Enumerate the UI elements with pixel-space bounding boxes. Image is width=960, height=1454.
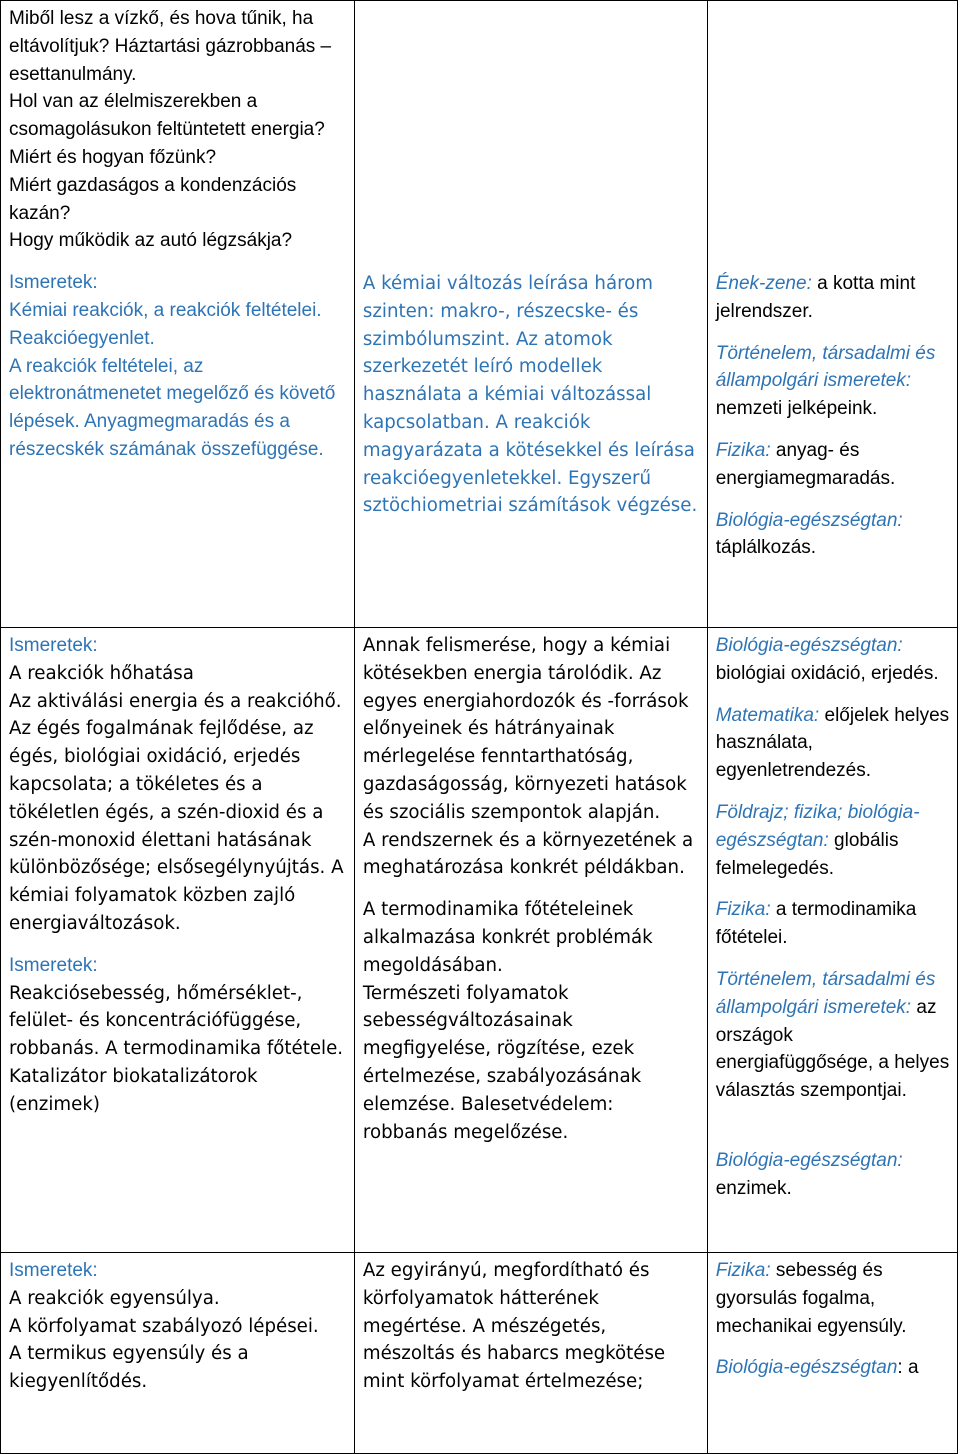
question-1: Miből lesz a vízkő, és hova tűnik, ha eltávolítjuk? Háztartási gázrobbanás – esettanulmány. — [9, 8, 332, 85]
development-text: Természeti folyamatok sebességváltozásainak megfigyelése, rögzítése, ezek értelmezése, szabályozásának elemzése. Balesetvédelem: robbanás megelőzése. — [362, 982, 642, 1143]
connections-cell — [707, 1253, 957, 1454]
connection-item: Történelem, társadalmi és állampolgári ismeretek: nemzeti jelképeink. — [715, 342, 936, 420]
development-cell — [354, 628, 707, 1253]
knowledge-line: A reakciók hőhatása — [9, 662, 194, 684]
question-2: Hol van az élelmiszerekben a csomagolásukon feltüntetett energia? Miért és hogyan főzünk? — [9, 91, 325, 168]
development-text: A kémiai változás leírása három szinten: makro-, részecske- és szimbólumszint. Az atomok szerkezetét leíró modellek használata a kémiai változással kapcsolatban. A reakciók magyarázata a kötésekkel és leírása reakcióegyenletekkel. Egyszerű sztöchiometriai számítások végzése. — [362, 273, 698, 517]
question-4: Hogy működik az autó légzsákja? — [9, 230, 293, 252]
development-cell — [354, 1253, 707, 1454]
connection-item: Fizika: a termodinamika főtételei. — [715, 899, 917, 949]
connection-item: Ének-zene: a kotta mint jelrendszer. — [715, 273, 916, 322]
connection-item: Földrajz; fizika; biológia-egészségtan: globális felmelegedés. — [715, 801, 920, 879]
knowledge-label: Ismeretek: — [9, 272, 98, 294]
topic-cell — [1, 1, 355, 628]
development-text: Annak felismerése, hogy a kémiai kötésekben energia tárolódik. Az egyes energiahordozók és -források előnyeinek és hátrányainak mérlegelése fenntarthatóság, gazdaságosság, környezeti hatások és szociális szempontok alapján. — [362, 635, 689, 823]
connection-item: Biológia-egészségtan: a — [715, 1357, 919, 1379]
knowledge-paragraph: Reakciósebesség, hőmérséklet-, felület- és koncentrációfüggése, robbanás. A termodinamika főtétele. Katalizátor biokatalizátorok (enzimek) — [9, 982, 344, 1115]
connection-item: Biológia-egészségtan: táplálkozás. — [715, 509, 903, 559]
knowledge-label: Ismeretek: — [9, 635, 98, 656]
connection-item: Fizika: sebesség és gyorsulás fogalma, mechanikai egyensúly. — [715, 1260, 907, 1337]
connections-cell — [707, 1, 957, 628]
question-3: Miért gazdaságos a kondenzációs kazán? — [9, 174, 297, 224]
connections-cell — [707, 628, 957, 1253]
knowledge-text-2: A reakciók feltételei, az elektronátmenetet megelőző és követő lépések. Anyagmegmaradás és a részecskék számának összefüggése. — [9, 355, 336, 460]
development-text: Az egyirányú, megfordítható és körfolyamatok hátterének megértése. A mészégetés, mészoltás és habarcs megkötése mint körfolyamat értelmezése; — [362, 1260, 666, 1393]
topic-cell — [1, 1253, 355, 1454]
table-row — [1, 628, 958, 1253]
knowledge-line: A termikus egyensúly és a kiegyenlítődés. — [9, 1343, 249, 1393]
knowledge-line: A reakciók egyensúlya. — [9, 1287, 220, 1309]
connection-item: Matematika: előjelek helyes használata, egyenletrendezés. — [715, 704, 950, 782]
knowledge-line: Az aktiválási energia és a reakcióhő. — [9, 690, 342, 712]
connection-item: Történelem, társadalmi és állampolgári ismeretek: az országok energiafüggősége, a helyes választás szempontjai. — [715, 968, 950, 1102]
knowledge-text: Kémiai reakciók, a reakciók feltételei. Reakcióegyenlet. — [9, 299, 322, 349]
topic-cell — [1, 628, 355, 1253]
table-row — [1, 1253, 958, 1454]
connection-item: Biológia-egészségtan: enzimek. — [715, 1149, 903, 1199]
development-cell — [354, 1, 707, 628]
knowledge-line: A körfolyamat szabályozó lépései. — [9, 1315, 319, 1337]
development-text: A rendszernek és a környezetének a meghatározása konkrét példákban. — [362, 829, 694, 879]
connection-item: Fizika: anyag- és energiamegmaradás. — [715, 439, 896, 489]
development-text: A termodinamika főtételeinek alkalmazása konkrét problémák megoldásában. — [362, 899, 653, 976]
table-row — [1, 1, 958, 628]
knowledge-paragraph: Az égés fogalmának fejlődése, az égés, biológiai oxidáció, erjedés kapcsolata; a tökéletes és a tökéletlen égés, a szén-dioxid és a szén-monoxid élettani hatásának különbözősége; elsősegélynyújtás. A kémiai folyamatok közben zajló energiaváltozások. — [9, 718, 344, 934]
connection-item: Biológia-egészségtan: biológiai oxidáció, erjedés. — [715, 635, 939, 684]
knowledge-label: Ismeretek: — [9, 1260, 98, 1281]
knowledge-label: Ismeretek: — [9, 954, 98, 976]
